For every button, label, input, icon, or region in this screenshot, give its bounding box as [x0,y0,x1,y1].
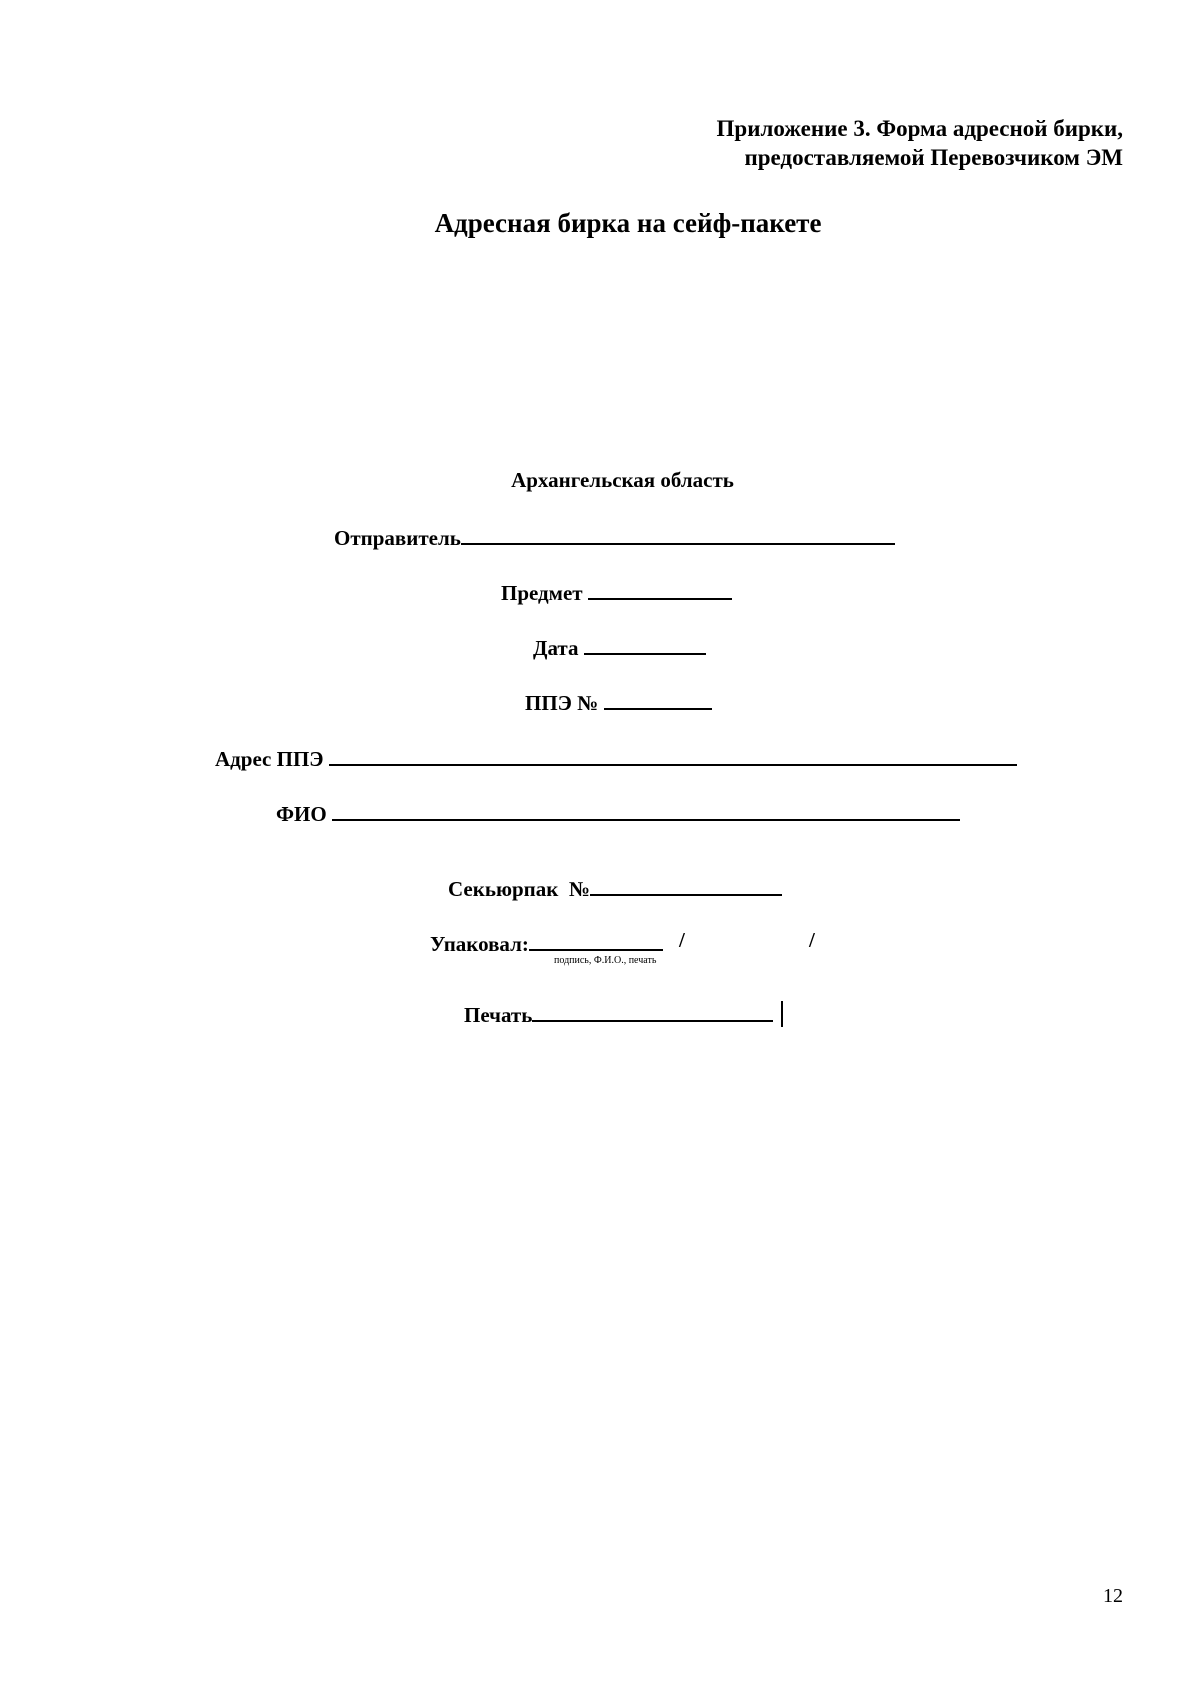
packed-separator-2: / [809,928,815,952]
document-title: Адресная бирка на сейф-пакете [434,208,822,238]
fio-label: ФИО [276,802,327,826]
date-field [533,631,706,662]
packed-separator-1: / [679,928,685,952]
stamp-label: Печать [464,1003,533,1027]
date-label: Дата [533,636,579,660]
securpak-blank[interactable] [590,872,782,896]
packed-signature-blank[interactable] [529,927,663,951]
subject-label: Предмет [501,581,583,605]
subject-blank[interactable] [588,576,732,600]
securpak-field [448,872,782,903]
securpak-label: Секьюрпак № [448,877,590,901]
packed-hint: подпись, Ф.И.О., печать [554,955,657,966]
fio-blank[interactable] [332,797,960,821]
sender-field [334,521,895,552]
text-cursor [781,1001,783,1027]
sender-blank[interactable] [461,521,895,545]
packed-field [430,927,663,958]
ppe-address-label: Адрес ППЭ [215,747,324,771]
region-name: Архангельская область [511,468,734,492]
stamp-blank[interactable] [532,998,773,1022]
ppe-address-blank[interactable] [329,742,1017,766]
ppe-number-blank[interactable] [604,686,712,710]
page-number: 12 [1103,1585,1123,1607]
sender-label: Отправитель [334,526,461,550]
stamp-field [464,998,783,1029]
fio-field [276,797,960,828]
appendix-line-1: Приложение 3. Форма адресной бирки, [716,116,1123,141]
subject-field [501,576,732,607]
date-blank[interactable] [584,631,706,655]
packed-label: Упаковал: [430,932,529,956]
appendix-heading [717,114,1123,172]
ppe-number-field [525,686,712,717]
ppe-address-field [215,742,1017,773]
appendix-line-2: предоставляемой Перевозчиком ЭМ [744,145,1123,170]
ppe-number-label: ППЭ № [525,691,599,715]
